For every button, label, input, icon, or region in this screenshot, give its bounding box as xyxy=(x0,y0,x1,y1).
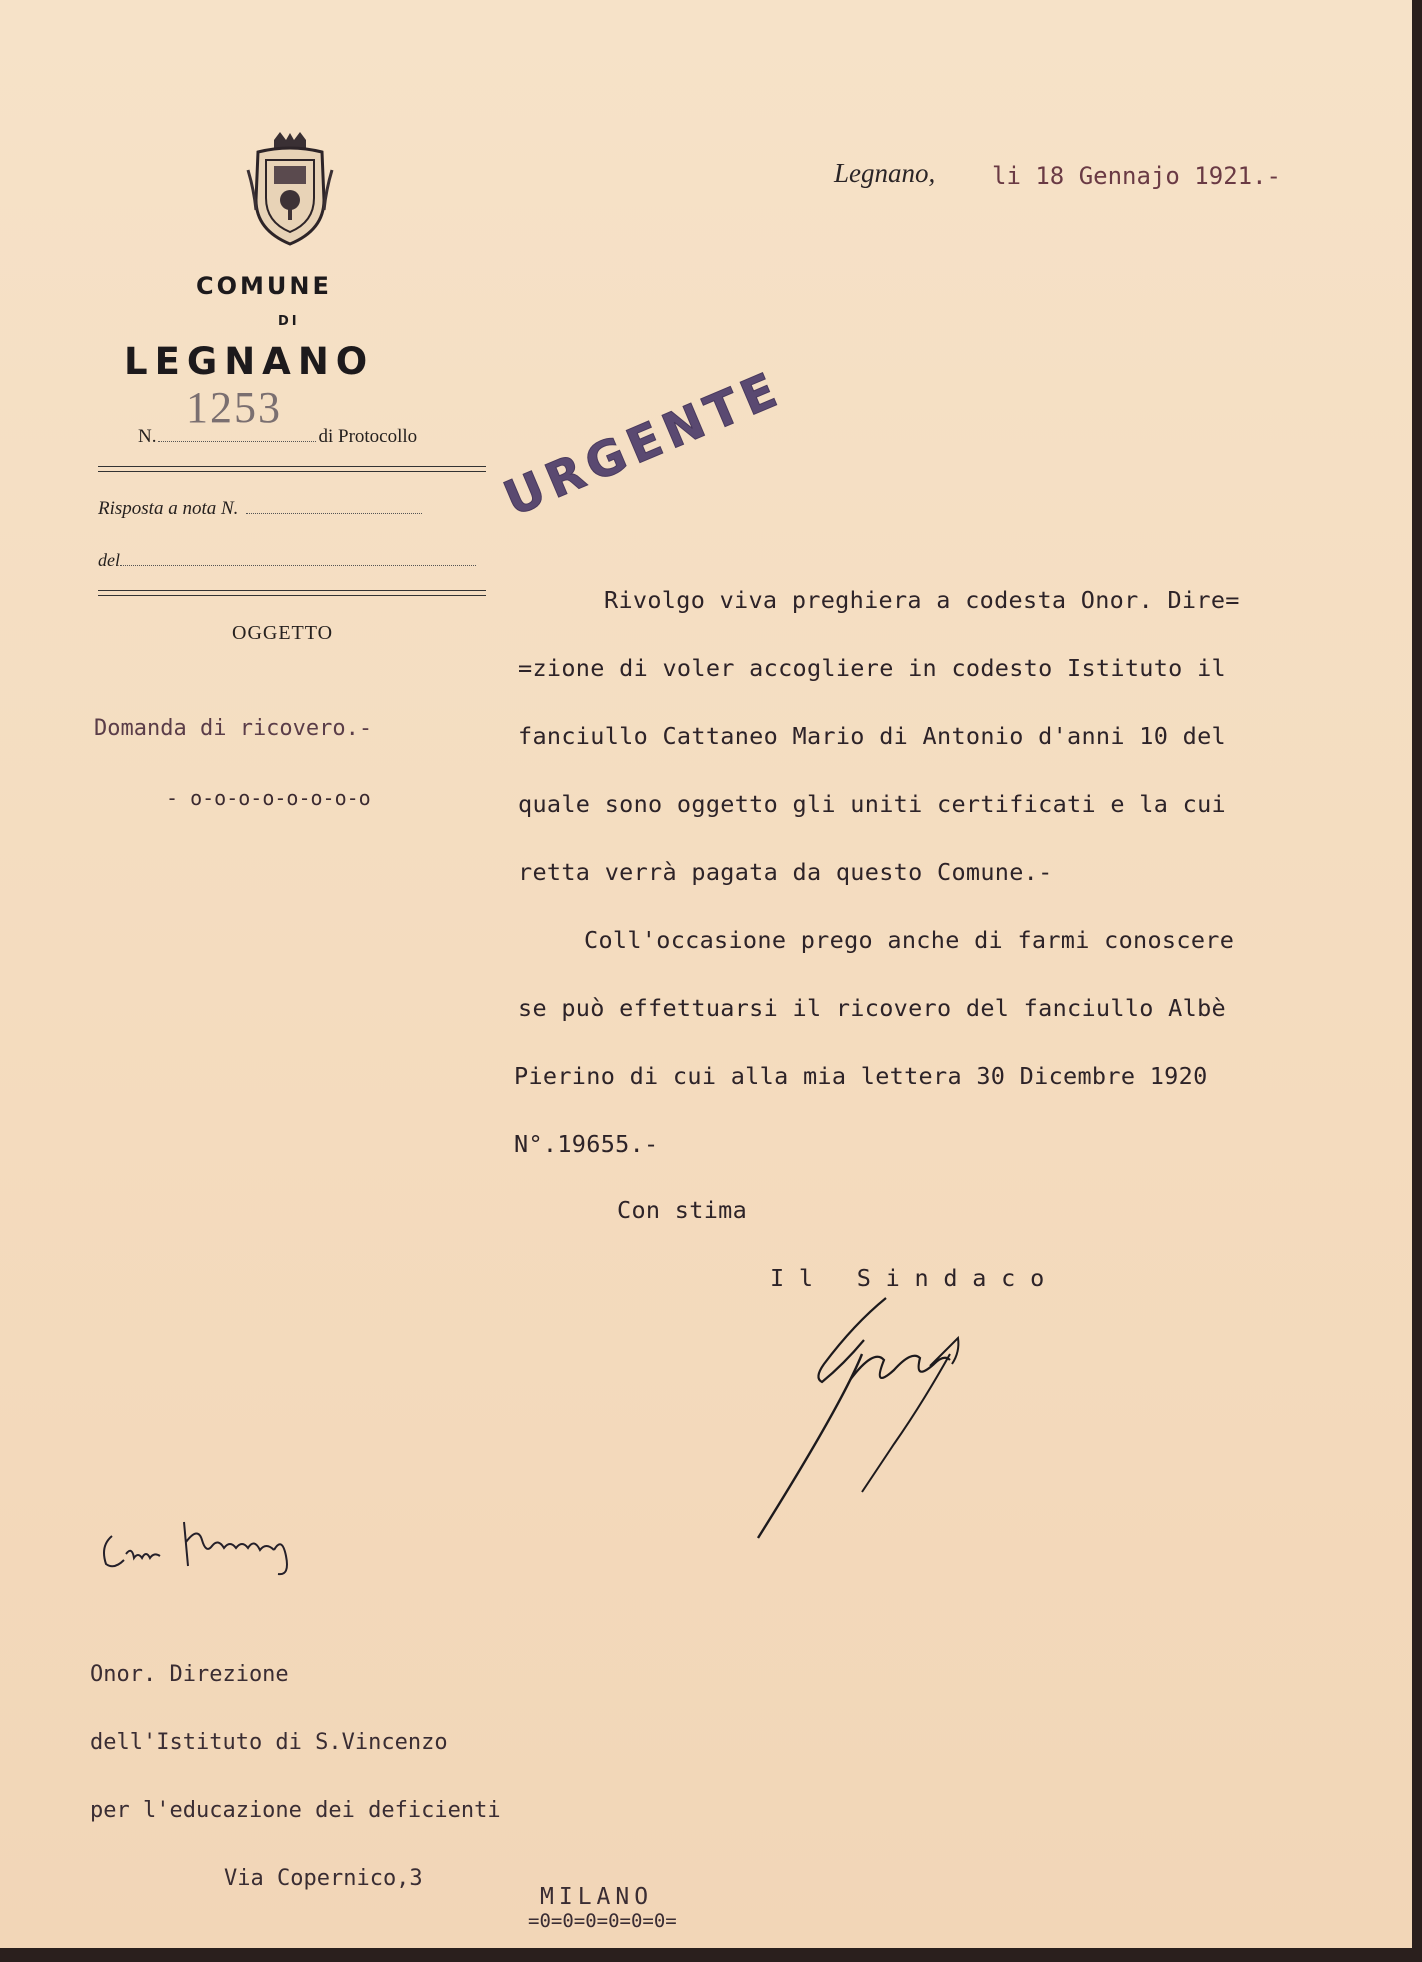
rule-bottom xyxy=(98,590,486,596)
risposta-dots xyxy=(246,499,422,514)
signatory: I l S i n d a c o xyxy=(770,1264,1045,1292)
protocol-prefix: N. xyxy=(138,426,157,447)
closing: Con stima xyxy=(617,1196,748,1224)
mayor-signature xyxy=(744,1294,1044,1542)
scan-edge-right xyxy=(1412,0,1422,1962)
body-line: N°.19655.- xyxy=(514,1130,659,1158)
protocol-line xyxy=(138,426,417,448)
del-label: del xyxy=(98,550,120,570)
address-line-2: dell'Istituto di S.Vincenzo xyxy=(90,1730,448,1755)
address-city: MILANO xyxy=(540,1884,654,1910)
scan-edge-bottom xyxy=(0,1948,1422,1962)
del-dots xyxy=(120,551,476,566)
body-line: Coll'occasione prego anche di farmi conoscere xyxy=(584,926,1235,954)
subject-separator: - o-o-o-o-o-o-o-o xyxy=(166,786,371,810)
urgent-stamp: URGENTE xyxy=(496,360,791,528)
letterhead-city: LEGNANO xyxy=(124,340,375,383)
address-line-1: Onor. Direzione xyxy=(90,1662,289,1687)
del-line xyxy=(98,550,476,571)
subject-text: Domanda di ricovero.- xyxy=(94,716,373,741)
address-line-3: per l'educazione dei deficienti xyxy=(90,1798,501,1823)
address-city-separator: =0=0=0=0=0=0= xyxy=(528,1910,677,1932)
protocol-number: 1253 xyxy=(186,383,282,432)
protocol-dots xyxy=(158,427,316,442)
handwritten-note xyxy=(98,1506,322,1578)
body-line: Rivolgo viva preghiera a codesta Onor. Dire= xyxy=(604,586,1240,614)
rule-top xyxy=(98,466,486,472)
dateline-place: Legnano, xyxy=(834,158,936,188)
letterhead-comune: COMUNE xyxy=(196,272,332,300)
letterhead-di: DI xyxy=(278,314,300,329)
protocol-label: di Protocollo xyxy=(318,426,418,447)
coat-of-arms-icon xyxy=(244,130,336,248)
oggetto-label: OGGETTO xyxy=(232,622,334,644)
risposta-line xyxy=(98,498,422,520)
dateline-date: li 18 Gennajo 1921.- xyxy=(992,162,1281,190)
risposta-label: Risposta a nota N. xyxy=(98,498,239,519)
body-line: Pierino di cui alla mia lettera 30 Dicembre 1920 xyxy=(514,1062,1208,1090)
address-line-4: Via Copernico,3 xyxy=(224,1866,423,1891)
body-line: fanciullo Cattaneo Mario di Antonio d'anni 10 del xyxy=(518,722,1226,750)
body-line: quale sono oggetto gli uniti certificati e la cui xyxy=(518,790,1226,818)
body-line: retta verrà pagata da questo Comune.- xyxy=(518,858,1053,886)
body-line: se può effettuarsi il ricovero del fanciullo Albè xyxy=(518,994,1226,1022)
body-line: =zione di voler accogliere in codesto Istituto il xyxy=(518,654,1226,682)
